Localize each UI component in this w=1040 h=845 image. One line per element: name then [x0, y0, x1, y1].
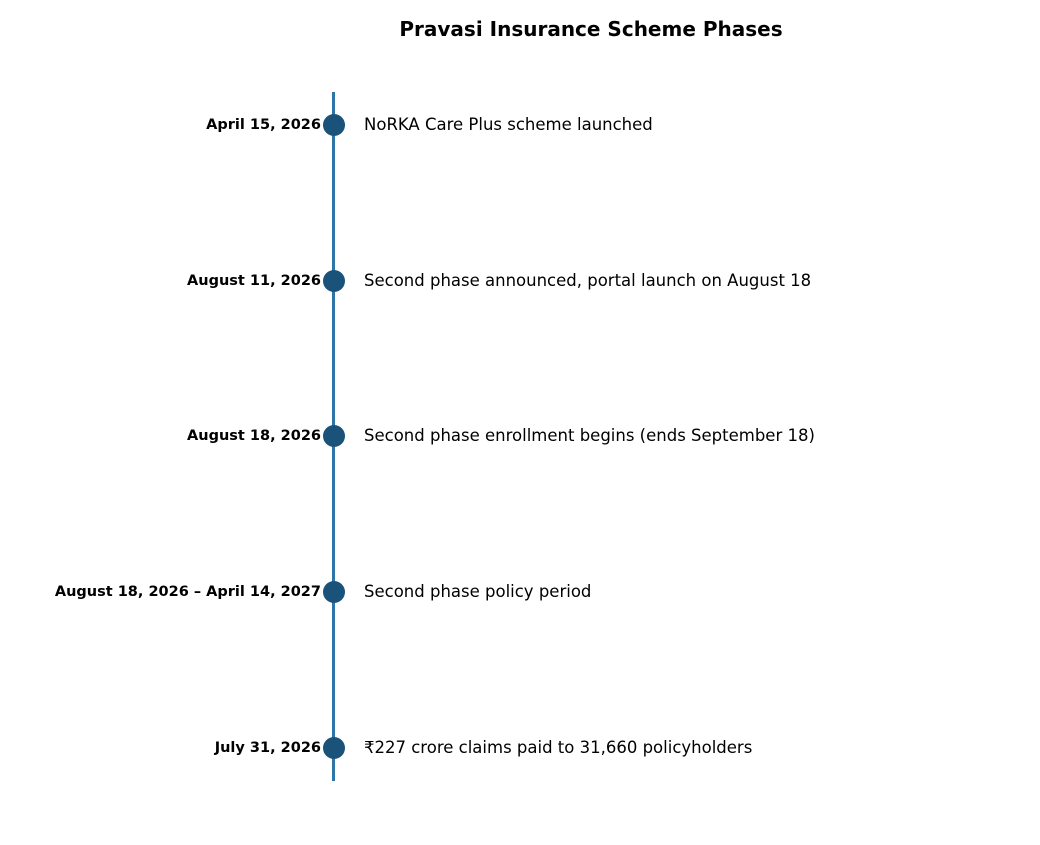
event-date: April 15, 2026 — [206, 117, 321, 133]
timeline-event — [0, 424, 1040, 448]
event-marker — [323, 737, 345, 759]
timeline-event — [0, 269, 1040, 293]
timeline-event — [0, 736, 1040, 760]
event-description: Second phase enrollment begins (ends September 18) — [364, 426, 815, 445]
event-date: July 31, 2026 — [214, 740, 321, 756]
event-marker — [323, 270, 345, 292]
event-description: NoRKA Care Plus scheme launched — [364, 115, 653, 134]
event-description: Second phase policy period — [364, 582, 592, 601]
timeline-event — [0, 113, 1040, 137]
event-description: Second phase announced, portal launch on August 18 — [364, 271, 812, 290]
event-description: ₹227 crore claims paid to 31,660 policyholders — [364, 738, 753, 757]
timeline-title: Pravasi Insurance Scheme Phases — [399, 17, 783, 41]
event-date: August 18, 2026 — [187, 428, 321, 444]
event-date: August 18, 2026 – April 14, 2027 — [54, 584, 321, 600]
timeline-event — [0, 580, 1040, 604]
event-marker — [323, 114, 345, 136]
event-marker — [323, 581, 345, 603]
event-marker — [323, 425, 345, 447]
event-date: August 11, 2026 — [187, 273, 321, 289]
